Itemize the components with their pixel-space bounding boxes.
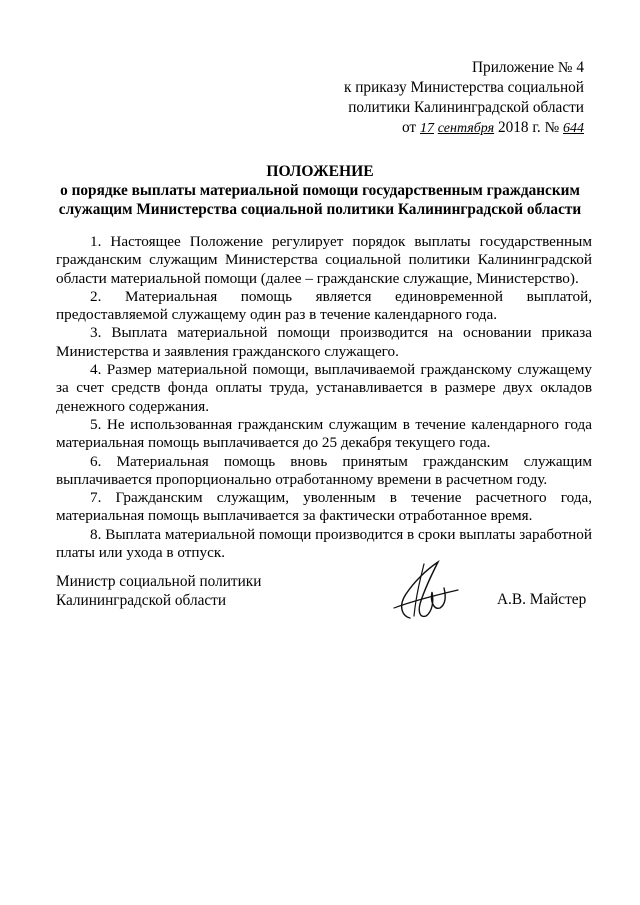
- handwritten-number: 644: [563, 121, 584, 136]
- paragraph-8: 8. Выплата материальной помощи производится в сроки выплаты заработной платы или ухода в отпуск.: [56, 525, 592, 562]
- subtitle-line-1: о порядке выплаты материальной помощи государственным гражданским: [60, 182, 580, 199]
- appendix-header: [300, 58, 584, 139]
- handwritten-day: 17: [419, 121, 434, 136]
- paragraph-1: 1. Настоящее Положение регулирует порядок выплаты государственным гражданским служащим Министерства социальной политики Калининградской области материальной помощи (далее – гражданские служащие, Министерство).: [56, 233, 592, 287]
- subtitle-line-2: служащим Министерства социальной политики Калининградской области: [58, 201, 582, 218]
- document-body: [56, 233, 592, 562]
- appendix-title: Приложение № 4: [472, 59, 584, 76]
- appendix-order-line: к приказу Министерства социальной: [343, 79, 584, 96]
- handwritten-month: сентября: [437, 121, 495, 136]
- paragraph-6: 6. Материальная помощь вновь принятым гражданским служащим выплачивается пропорционально отработанному времени в расчетном году.: [56, 452, 592, 488]
- appendix-date-line: [300, 118, 584, 139]
- paragraph-4: 4. Размер материальной помощи, выплачиваемой гражданскому служащему за счет средств фонда оплаты труда, устанавливается в размере двух окладов денежного содержания.: [56, 361, 592, 415]
- handwritten-signature: [380, 556, 470, 626]
- signer-position-line-2: Калининградской области: [56, 591, 227, 609]
- paragraph-3: 3. Выплата материальной помощи производится на основании приказа Министерства и заявления гражданского служащего.: [56, 324, 592, 360]
- signer-name: А.В. Майстер: [497, 591, 587, 608]
- paragraph-7: 7. Гражданским служащим, уволенным в течение расчетного года, материальная помощь выплачивается за фактически отработанное время.: [56, 489, 592, 525]
- document-subtitle: [40, 181, 600, 219]
- signer-position: [56, 573, 261, 610]
- appendix-ministry-line: политики Калининградской области: [348, 99, 584, 116]
- signer-position-line-1: Министр социальной политики: [56, 573, 262, 590]
- paragraph-5: 5. Не использованная гражданским служащим в течение календарного года материальная помощь выплачивается до 25 декабря текущего года.: [56, 415, 592, 452]
- document-title: ПОЛОЖЕНИЕ: [266, 163, 374, 180]
- paragraph-2: 2. Материальная помощь является единовременной выплатой, предоставляемой служащему один раз в течение календарного года.: [56, 287, 592, 324]
- date-year: 2018 г. №: [497, 119, 560, 136]
- date-prefix: от: [401, 119, 417, 136]
